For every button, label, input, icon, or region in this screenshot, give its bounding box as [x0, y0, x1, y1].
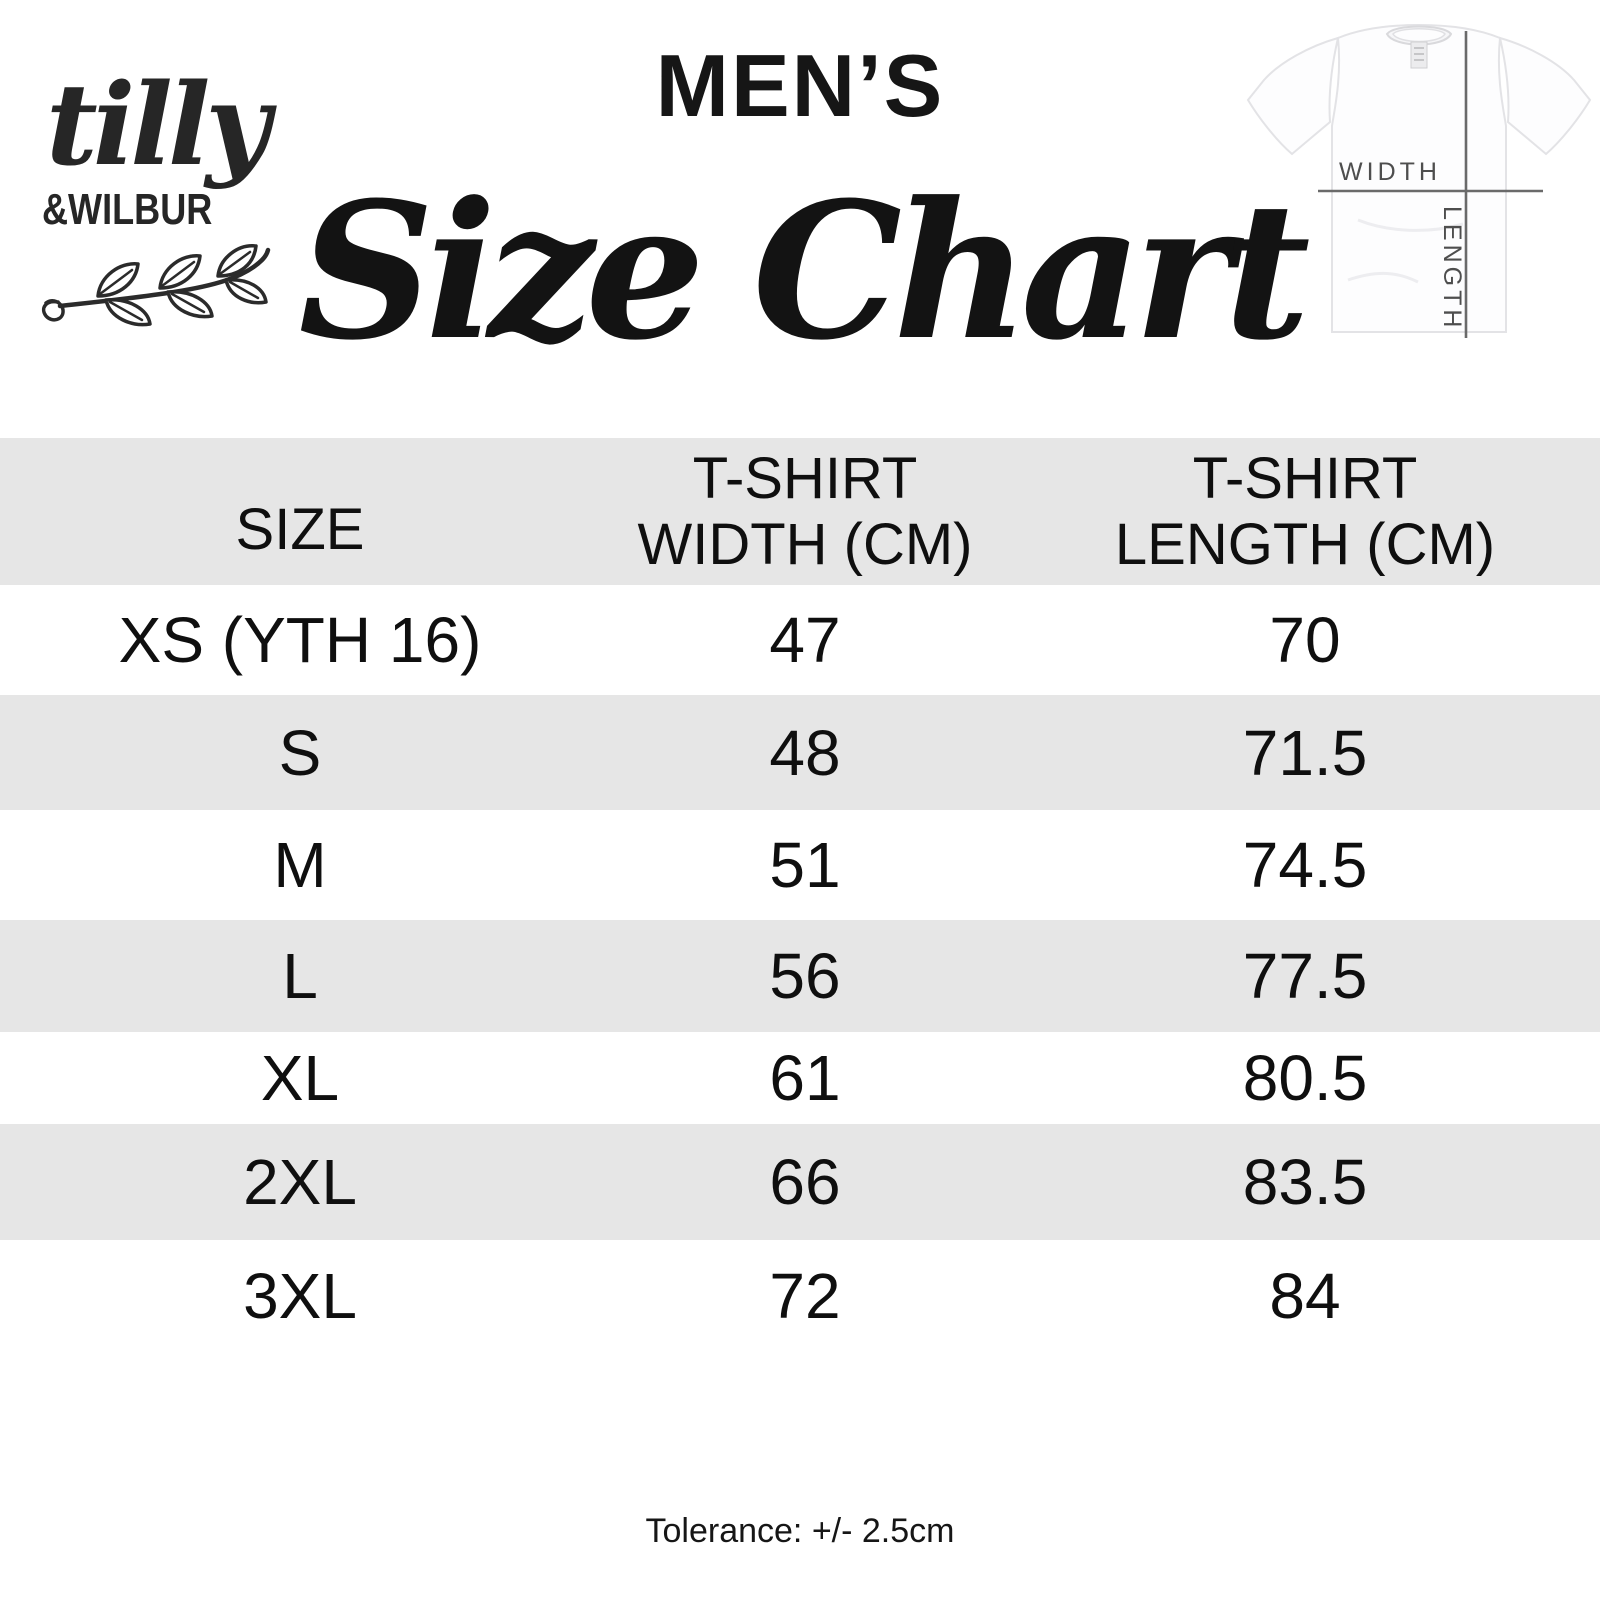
width-cell: 66	[769, 1146, 841, 1218]
width-cell: 72	[769, 1260, 841, 1332]
header-width: T-SHIRT WIDTH (CM)	[637, 445, 973, 577]
tolerance-note: Tolerance: +/- 2.5cm	[645, 1512, 955, 1550]
table-row-l	[0, 920, 1600, 1032]
brand-name-caps: &WILBUR	[42, 185, 213, 234]
length-cell: 80.5	[1242, 1042, 1368, 1114]
length-cell: 84	[1269, 1260, 1341, 1332]
width-cell: 61	[769, 1042, 841, 1114]
table-row-m	[0, 810, 1600, 920]
size-cell: 3XL	[243, 1260, 357, 1332]
length-cell: 71.5	[1242, 716, 1368, 789]
size-table	[0, 438, 1600, 1352]
header-size: SIZE	[235, 496, 365, 562]
width-cell: 56	[769, 940, 841, 1012]
page-title: Size Chart	[298, 161, 1302, 382]
width-cell: 48	[769, 716, 841, 789]
length-cell: 74.5	[1242, 829, 1368, 901]
category-heading: MEN’S	[655, 36, 945, 135]
header-length: T-SHIRT LENGTH (CM)	[1114, 445, 1496, 577]
size-cell: 2XL	[243, 1146, 357, 1218]
length-label: LENGTH	[1438, 206, 1466, 332]
width-cell: 51	[769, 829, 841, 901]
table-row-2xl	[0, 1124, 1600, 1240]
size-cell: XS (YTH 16)	[118, 604, 482, 676]
size-cell: XL	[260, 1042, 340, 1114]
width-cell: 47	[769, 604, 841, 676]
size-cell: L	[282, 940, 318, 1012]
table-header-row	[0, 438, 1600, 585]
size-cell: S	[278, 716, 322, 789]
tshirt-measurement-image	[1238, 20, 1600, 346]
length-cell: 83.5	[1242, 1146, 1368, 1218]
table-row-xl	[0, 1032, 1600, 1124]
length-cell: 70	[1269, 604, 1341, 676]
width-label: WIDTH	[1339, 158, 1441, 186]
table-row-s	[0, 695, 1600, 810]
table-row-xs	[0, 585, 1600, 695]
size-cell: M	[273, 829, 327, 901]
length-cell: 77.5	[1242, 940, 1368, 1012]
brand-name-script: tilly	[46, 60, 266, 191]
table-row-3xl	[0, 1240, 1600, 1352]
